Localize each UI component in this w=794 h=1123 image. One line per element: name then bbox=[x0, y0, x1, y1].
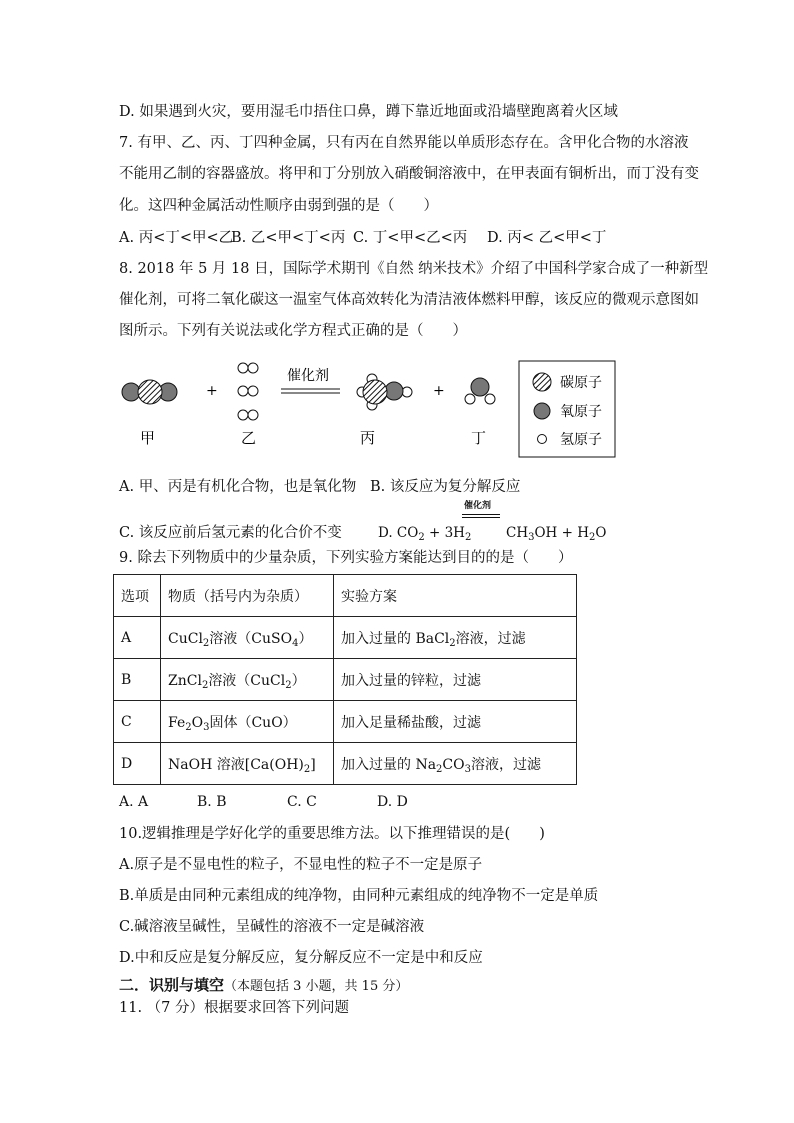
q7-options bbox=[119, 228, 606, 248]
label-yi: 乙 bbox=[241, 429, 257, 447]
q6-option-d: D. 如果遇到火灾，要用湿毛巾捂住口鼻，蹲下靠近地面或沿墙壁跑离着火区域 bbox=[119, 104, 618, 120]
reaction-diagram bbox=[110, 355, 630, 463]
q7-option-c[interactable]: C. 丁<甲<乙<丙 bbox=[353, 230, 468, 246]
row-substance: $Fe_2O_3$固体（CuO） bbox=[161, 701, 334, 743]
molecule-jia-co2 bbox=[122, 380, 177, 404]
row-substance: NaOH 溶液$[Ca(OH)_2]$ bbox=[161, 743, 334, 785]
table-header-row bbox=[114, 575, 577, 617]
section-2-note: （本题包括 3 小题，共 15 分） bbox=[224, 979, 409, 994]
row-option: C bbox=[114, 701, 161, 743]
header-plan: 实验方案 bbox=[334, 575, 577, 617]
molecule-yi-h2 bbox=[238, 363, 258, 420]
plus-sign-1: + bbox=[206, 383, 218, 399]
legend-oxygen: 氧原子 bbox=[560, 404, 602, 420]
q8-stem-line2: 催化剂，可将二氧化碳这一温室气体高效转化为清洁液体燃料甲醇，该反应的微观示意图如 bbox=[119, 292, 699, 308]
row-option: B bbox=[114, 659, 161, 701]
q9-option-c[interactable]: C. C bbox=[287, 794, 317, 810]
q10-stem: 10.逻辑推理是学好化学的重要思维方法。以下推理错误的是( ) bbox=[119, 826, 545, 842]
q8-stem-line3: 图所示。下列有关说法或化学方程式正确的是（ ） bbox=[119, 323, 467, 339]
q9-option-d[interactable]: D. D bbox=[377, 794, 408, 810]
q8-option-c[interactable]: C. 该反应前后氢元素的化合价不变 bbox=[119, 525, 342, 541]
table-row bbox=[114, 743, 577, 785]
q7-stem-line2: 不能用乙制的容器盛放。将甲和丁分别放入硝酸铜溶液中，在甲表面有铜析出，而丁没有变 bbox=[119, 166, 699, 182]
row-substance: CuCl$_2$溶液（CuSO$_4$） bbox=[161, 617, 334, 659]
row-plan: 加入过量的锌粒，过滤 bbox=[334, 659, 577, 701]
row-option: A bbox=[114, 617, 161, 659]
q8-option-d[interactable]: D. $CO_2 + 3H_2$ bbox=[378, 525, 472, 543]
q7-option-b[interactable]: B. 乙<甲<丁<丙 bbox=[231, 230, 346, 246]
table-row bbox=[114, 617, 577, 659]
q9-options bbox=[119, 792, 408, 812]
oxygen-atom-icon bbox=[534, 403, 550, 419]
legend-hydrogen: 氢原子 bbox=[560, 432, 602, 448]
row-option: D bbox=[114, 743, 161, 785]
q9-option-a[interactable]: A. A bbox=[119, 794, 149, 810]
hydrogen-atom-icon bbox=[538, 435, 547, 444]
table-row bbox=[114, 659, 577, 701]
label-bing: 丙 bbox=[360, 429, 376, 447]
section-2-heading bbox=[119, 975, 408, 997]
table-row bbox=[114, 701, 577, 743]
row-plan: 加入过量的 BaCl$_2$溶液，过滤 bbox=[334, 617, 577, 659]
molecule-ding-h2o bbox=[465, 378, 495, 404]
carbon-atom-icon bbox=[533, 373, 551, 391]
row-plan: 加入足量稀盐酸，过滤 bbox=[334, 701, 577, 743]
q8-d-arrow-line-top bbox=[462, 514, 500, 515]
q10-option-b[interactable]: B.单质是由同种元素组成的纯净物，由同种元素组成的纯净物不一定是单质 bbox=[119, 888, 599, 904]
header-option: 选项 bbox=[114, 575, 161, 617]
q8-stem-line1: 8. 2018 年 5 月 18 日，国际学术期刊《自然 纳米技术》介绍了中国科学家合成了一种新型 bbox=[119, 261, 709, 277]
plus-sign-2: + bbox=[433, 383, 445, 399]
q9-stem: 9. 除去下列物质中的少量杂质，下列实验方案能达到目的的是（ ） bbox=[119, 550, 573, 566]
q8-d-arrow-line-bottom bbox=[462, 517, 500, 518]
q9-option-b[interactable]: B. B bbox=[197, 794, 227, 810]
catalyst-label: 催化剂 bbox=[287, 368, 329, 384]
section-2-title: 二．识别与填空 bbox=[119, 976, 225, 994]
q10-option-a[interactable]: A.原子是不显电性的粒子，不显电性的粒子不一定是原子 bbox=[119, 857, 483, 873]
q8-d-catalyst-label: 催化剂 bbox=[464, 501, 492, 511]
header-substance: 物质（括号内为杂质） bbox=[161, 575, 334, 617]
molecule-bing-ch3oh bbox=[357, 374, 412, 410]
q8-option-b[interactable]: B. 该反应为复分解反应 bbox=[370, 479, 521, 495]
legend-carbon: 碳原子 bbox=[560, 375, 602, 391]
q7-stem-line3: 化。这四种金属活动性顺序由弱到强的是（ ） bbox=[119, 198, 438, 214]
q9-table bbox=[113, 574, 577, 785]
row-plan: 加入过量的 $Na_2CO_3$溶液，过滤 bbox=[334, 743, 577, 785]
q7-option-d[interactable]: D. 丙< 乙<甲<丁 bbox=[487, 230, 607, 246]
q7-stem-line1: 7. 有甲、乙、丙、丁四种金属，只有丙在自然界能以单质形态存在。含甲化合物的水溶液 bbox=[119, 135, 689, 151]
row-substance: ZnCl$_2$溶液（CuCl$_2$） bbox=[161, 659, 334, 701]
q10-option-c[interactable]: C.碱溶液呈碱性，呈碱性的溶液不一定是碱溶液 bbox=[119, 919, 425, 935]
q10-option-d[interactable]: D.中和反应是复分解反应，复分解反应不一定是中和反应 bbox=[119, 950, 483, 966]
q8-option-a[interactable]: A. 甲、丙是有机化合物，也是氧化物 bbox=[119, 479, 357, 495]
label-ding: 丁 bbox=[471, 429, 487, 447]
q11-stem: 11. （7 分）根据要求回答下列问题 bbox=[119, 1000, 350, 1016]
q8-option-d-products: $CH_3OH + H_2O$ bbox=[506, 525, 607, 543]
q7-option-a[interactable]: A. 丙<丁<甲<乙 bbox=[119, 230, 234, 246]
label-jia: 甲 bbox=[140, 429, 156, 447]
